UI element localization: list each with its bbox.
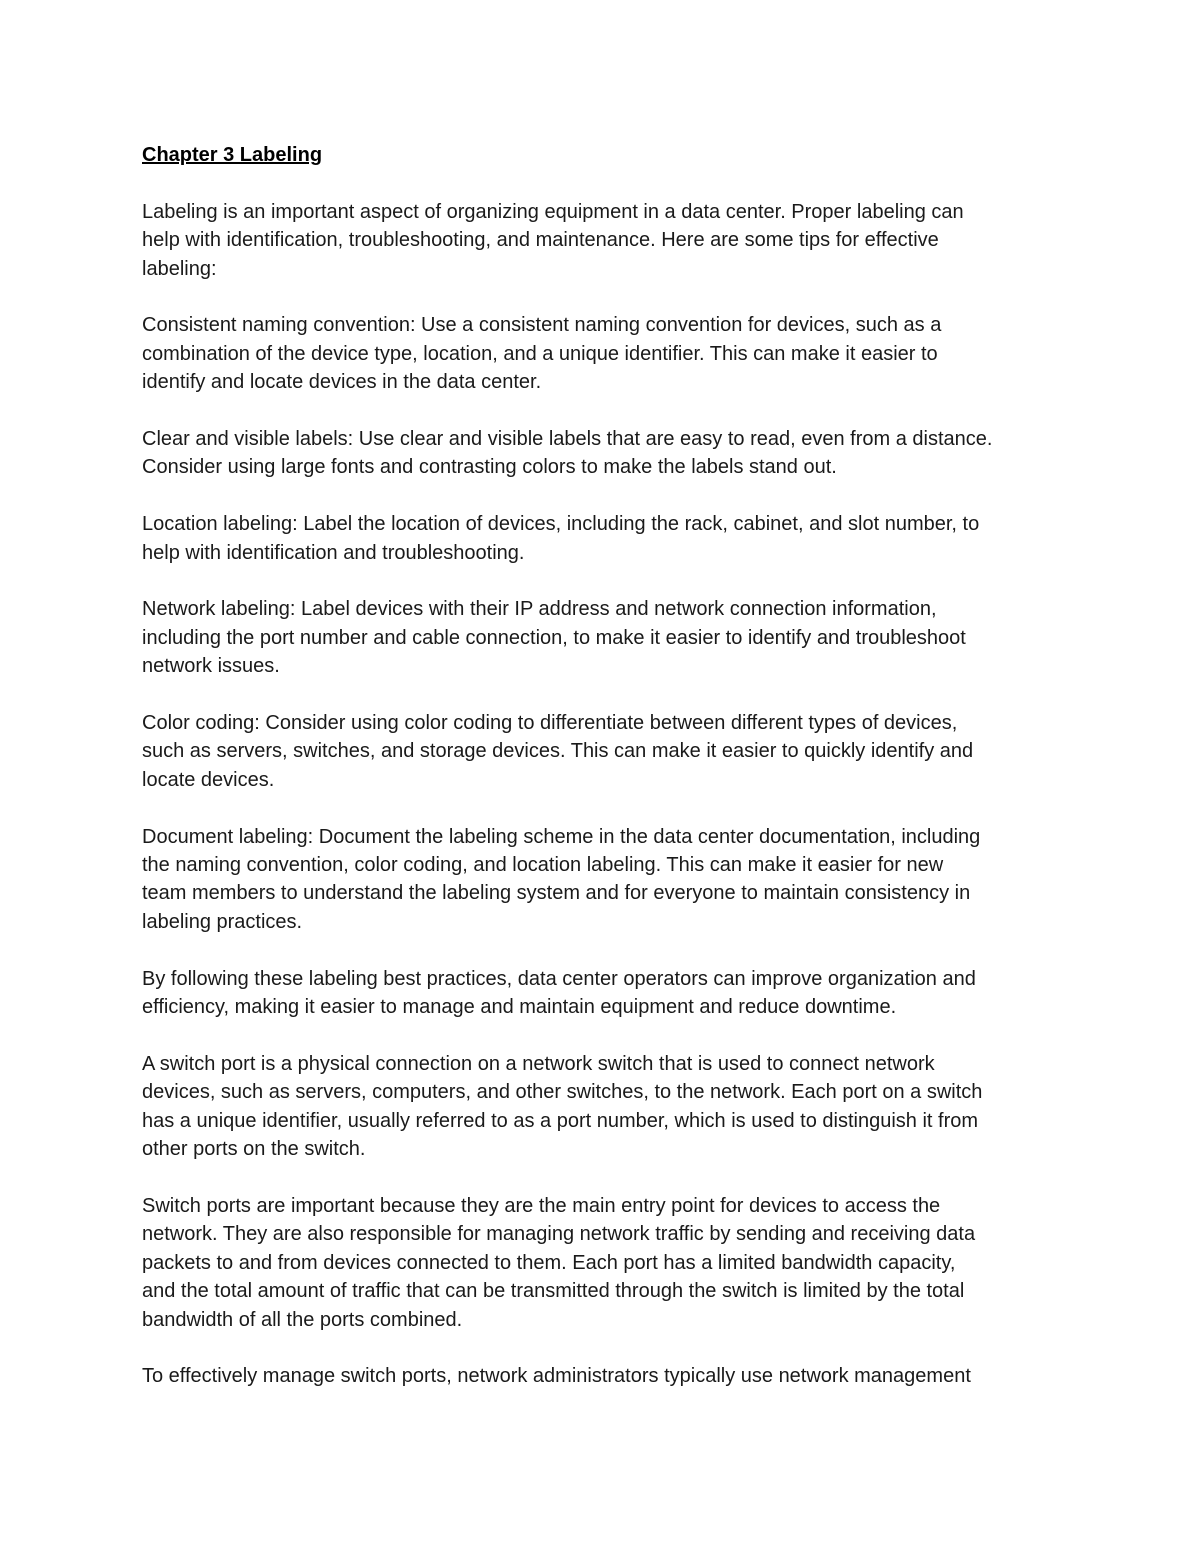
paragraph-line: Switch ports are important because they are the main entry point for devices to access the <box>142 1194 941 1217</box>
paragraph-location-labeling <box>142 510 1072 567</box>
paragraph-document-labeling <box>142 823 1072 937</box>
paragraph-line: A switch port is a physical connection on a network switch that is used to connect network <box>142 1052 935 1075</box>
paragraph-line: Location labeling: Label the location of devices, including the rack, cabinet, and slot number, to <box>142 513 980 536</box>
paragraph-clear-labels <box>142 425 1072 482</box>
document-body <box>142 141 1072 1419</box>
chapter-title: Chapter 3 Labeling <box>142 144 323 166</box>
paragraph-line: network. They are also responsible for managing network traffic by sending and receiving data <box>142 1223 976 1246</box>
paragraph-line: other ports on the switch. <box>142 1138 366 1161</box>
paragraph-line: Labeling is an important aspect of organizing equipment in a data center. Proper labeling can <box>142 200 964 223</box>
paragraph-line: devices, such as servers, computers, and other switches, to the network. Each port on a switch <box>142 1081 983 1104</box>
paragraph-line: combination of the device type, location, and a unique identifier. This can make it easier to <box>142 342 938 365</box>
paragraph-color-coding <box>142 709 1072 794</box>
paragraph-line: has a unique identifier, usually referred to as a port number, which is used to distinguish it from <box>142 1109 979 1132</box>
paragraph-line: team members to understand the labeling system and for everyone to maintain consistency in <box>142 882 971 905</box>
paragraph-line: Color coding: Consider using color coding to differentiate between different types of devices, <box>142 712 958 735</box>
paragraph-line: such as servers, switches, and storage devices. This can make it easier to quickly identify and <box>142 740 974 763</box>
paragraph-switch-port <box>142 1050 1072 1164</box>
paragraph-line: Network labeling: Label devices with their IP address and network connection information, <box>142 598 937 621</box>
paragraph-line: Document labeling: Document the labeling scheme in the data center documentation, including <box>142 825 981 848</box>
paragraph-manage-switch-ports <box>142 1362 1072 1390</box>
paragraph-line: To effectively manage switch ports, network administrators typically use network management <box>142 1365 971 1388</box>
paragraph-line: bandwidth of all the ports combined. <box>142 1308 463 1331</box>
paragraph-line: and the total amount of traffic that can be transmitted through the switch is limited by the total <box>142 1280 965 1303</box>
paragraph-line: efficiency, making it easier to manage and maintain equipment and reduce downtime. <box>142 996 897 1019</box>
paragraph-line: labeling practices. <box>142 910 303 933</box>
paragraph-line: identify and locate devices in the data center. <box>142 371 542 394</box>
paragraph-line: labeling: <box>142 257 217 280</box>
paragraph-line: help with identification and troubleshooting. <box>142 541 525 564</box>
paragraph-switch-ports-importance <box>142 1192 1072 1334</box>
paragraph-network-labeling <box>142 595 1072 680</box>
paragraph-line: Clear and visible labels: Use clear and visible labels that are easy to read, even from a distance. <box>142 428 993 451</box>
paragraph-naming-convention <box>142 311 1072 396</box>
paragraph-line: network issues. <box>142 655 280 678</box>
paragraph-line: Consistent naming convention: Use a consistent naming convention for devices, such as a <box>142 314 942 337</box>
paragraph-line: the naming convention, color coding, and location labeling. This can make it easier for new <box>142 854 944 877</box>
paragraph-line: By following these labeling best practices, data center operators can improve organization and <box>142 967 976 990</box>
paragraph-line: locate devices. <box>142 768 275 791</box>
paragraph-line: help with identification, troubleshooting, and maintenance. Here are some tips for effective <box>142 229 939 252</box>
paragraph-intro <box>142 198 1072 283</box>
paragraph-line: Consider using large fonts and contrasting colors to make the labels stand out. <box>142 456 837 479</box>
paragraph-line: including the port number and cable connection, to make it easier to identify and troubleshoot <box>142 626 966 649</box>
paragraph-best-practices <box>142 965 1072 1022</box>
paragraph-line: packets to and from devices connected to them. Each port has a limited bandwidth capacity, <box>142 1251 956 1274</box>
